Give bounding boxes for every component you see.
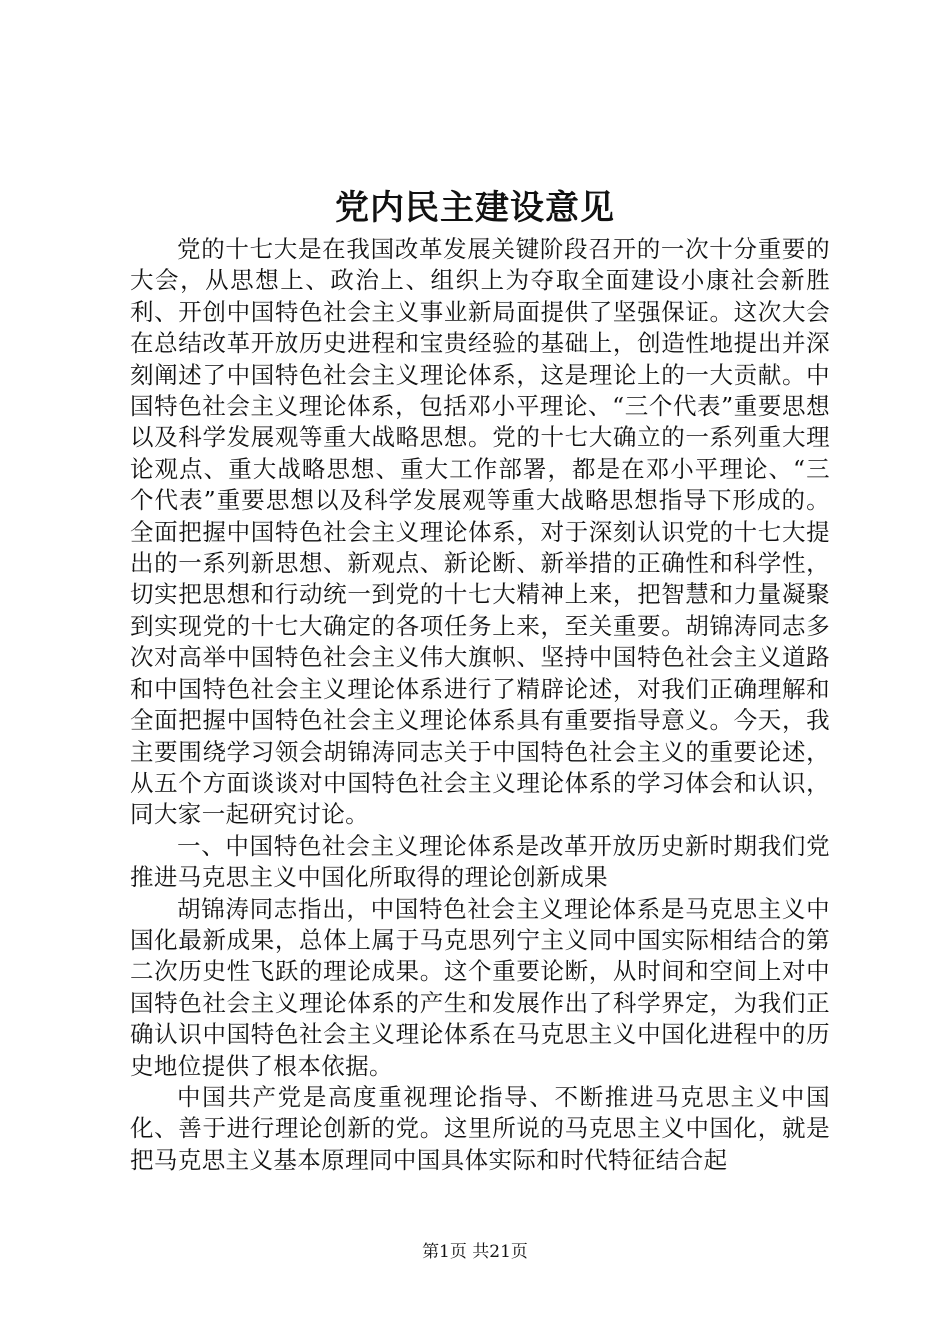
page-footer: 第1页 共21页: [422, 1242, 528, 1262]
paragraph-section-1: 胡锦涛同志指出，中国特色社会主义理论体系是马克思主义中国化最新成果，总体上属于马克思列宁主义同中国实际相结合的第二次历史性飞跃的理论成果。这个重要论断，从时间和空间上对中国特色社会主义理论体系的产生和发展作出了科学界定，为我们正确认识中国特色社会主义理论体系在马克思主义中国化进程中的历史地位提供了根本依据。: [130, 894, 830, 1080]
section-heading-1: 一、中国特色社会主义理论体系是改革开放历史新时期我们党推进马克思主义中国化所取得的理论创新成果: [130, 831, 830, 892]
document-title: 党内民主建设意见: [335, 188, 615, 228]
document-body: [130, 234, 830, 1176]
paragraph-intro: 党的十七大是在我国改革发展关键阶段召开的一次十分重要的大会，从思想上、政治上、组织上为夺取全面建设小康社会新胜利、开创中国特色社会主义事业新局面提供了坚强保证。这次大会在总结改革开放历史进程和宝贵经验的基础上，创造性地提出并深刻阐述了中国特色社会主义理论体系，这是理论上的一大贡献。中国特色社会主义理论体系，包括邓小平理论、“三个代表”重要思想以及科学发展观等重大战略思想。党的十七大确立的一系列重大理论观点、重大战略思想、重大工作部署，都是在邓小平理论、“三个代表”重要思想以及科学发展观等重大战略思想指导下形成的。全面把握中国特色社会主义理论体系，对于深刻认识党的十七大提出的一系列新思想、新观点、新论断、新举措的正确性和科学性，切实把思想和行动统一到党的十七大精神上来，把智慧和力量凝聚到实现党的十七大确定的各项任务上来，至关重要。胡锦涛同志多次对高举中国特色社会主义伟大旗帜、坚持中国特色社会主义道路和中国特色社会主义理论体系进行了精辟论述，对我们正确理解和全面把握中国特色社会主义理论体系具有重要指导意义。今天，我主要围绕学习领会胡锦涛同志关于中国特色社会主义的重要论述，从五个方面谈谈对中国特色社会主义理论体系的学习体会和认识，同大家一起研究讨论。: [130, 235, 830, 829]
paragraph-section-1-continued: 中国共产党是高度重视理论指导、不断推进马克思主义中国化、善于进行理论创新的党。这里所说的马克思主义中国化，就是把马克思主义基本原理同中国具体实际和时代特征结合起: [130, 1082, 830, 1174]
